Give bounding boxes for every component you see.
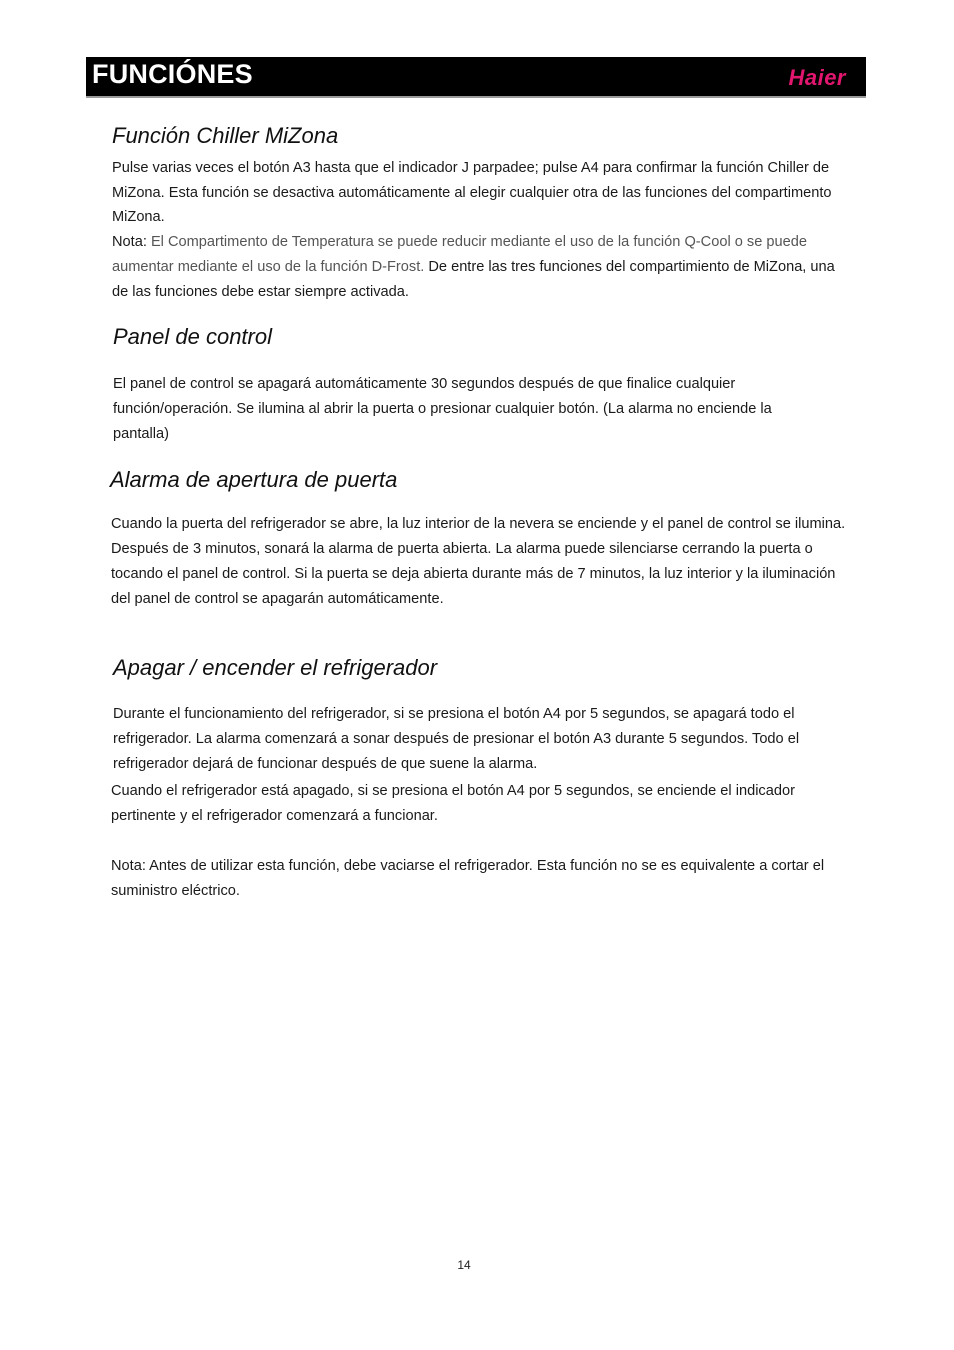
section-header-bar <box>86 57 866 98</box>
note-muted-text: El Compartimento de Temperatura se puede reducir mediante el uso de la función Q-Cool o se puede aumentar mediante el uso de la función D-Frost. <box>112 234 807 275</box>
paragraph-power-note: Nota: Antes de utilizar esta función, debe vaciarse el refrigerador. Esta función no se es equivalente a cortar el suministro eléctrico. <box>111 858 825 899</box>
page-title: FUNCIÓNES <box>92 59 253 89</box>
heading-panel-control: Panel de control <box>113 324 272 349</box>
note-chiller-mizona <box>112 230 847 305</box>
paragraph-panel-control: El panel de control se apagará automáticamente 30 segundos después de que finalice cualquier función/operación. Se ilumina al abrir la puerta o presionar cualquier botón. (La alarma no enciende la pantalla) <box>113 376 772 442</box>
note-label: Nota: <box>112 234 151 250</box>
brand-logo: Haier <box>788 65 846 90</box>
note-rest-text: De entre las tres funciones del compartimiento de MiZona, una de las funciones debe estar siempre activada. <box>112 259 835 300</box>
page-number: 14 <box>457 1258 471 1272</box>
paragraph-door-alarm: Cuando la puerta del refrigerador se abre, la luz interior de la nevera se enciende y el panel de control se ilumina. Después de 3 minutos, sonará la alarma de puerta abierta. La alarma puede silenciarse cerrando la puerta o tocando el panel de control. Si la puerta se deja abierta durante más de 7 minutos, la luz interior y la iluminación del panel de control se apagarán automáticamente. <box>111 516 846 607</box>
heading-door-alarm: Alarma de apertura de puerta <box>110 467 398 492</box>
heading-power-toggle: Apagar / encender el refrigerador <box>113 655 438 680</box>
paragraph-power-on: Cuando el refrigerador está apagado, si se presiona el botón A4 por 5 segundos, se enciende el indicador pertinente y el refrigerador comenzará a funcionar. <box>111 783 795 824</box>
heading-chiller-mizona: Función Chiller MiZona <box>112 123 339 148</box>
paragraph-power-off: Durante el funcionamiento del refrigerador, si se presiona el botón A4 por 5 segundos, se apagará todo el refrigerador. La alarma comenzará a sonar después de presionar el botón A3 durante 5 segundos. Todo el refrigerador dejará de funcionar después de que suene la alarma. <box>113 706 800 772</box>
paragraph-chiller-mizona: Pulse varias veces el botón A3 hasta que el indicador J parpadee; pulse A4 para confirmar la función Chiller de MiZona. Esta función se desactiva automáticamente al elegir cualquier otra de las funciones del compartimento MiZona. <box>112 160 832 225</box>
